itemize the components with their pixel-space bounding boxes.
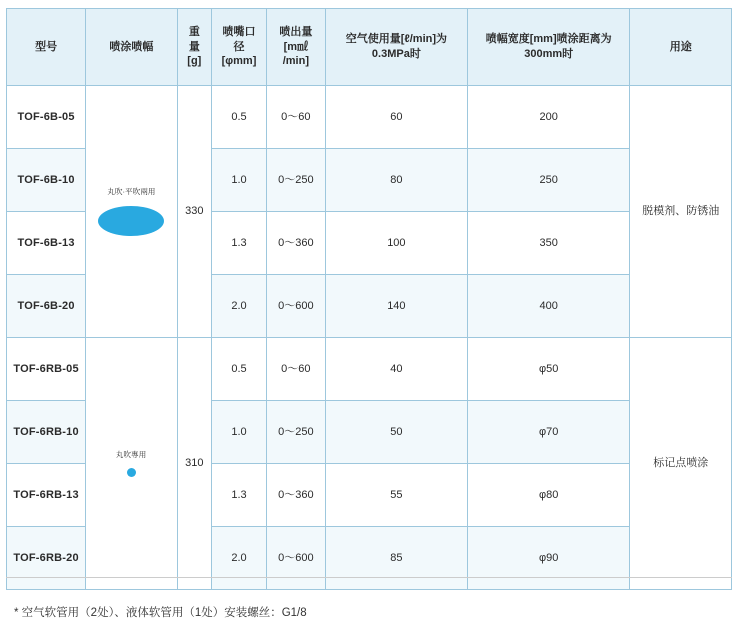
- cell-model: TOF-6RB-10: [7, 401, 86, 464]
- pattern-label: 丸吹·平吹兩用: [107, 187, 156, 196]
- header-weight-line-3: [g]: [187, 55, 202, 68]
- ellipse-pattern-icon: [98, 206, 164, 236]
- dot-pattern-icon: [127, 468, 136, 477]
- header-model: 型号: [7, 9, 86, 86]
- cell-nozzle-diameter: 1.3: [212, 464, 267, 527]
- header-flow-line-3: /min]: [282, 55, 309, 68]
- header-air-line-1: 空气使用量[ℓ/min]为: [345, 33, 448, 46]
- header-nozzle-line-1: 喷嘴口: [222, 25, 256, 38]
- footnote-text: * 空气软管用（2处）、液体软管用（1处）安装螺丝：G1/8: [14, 607, 307, 619]
- cell-air-consumption: 60: [325, 86, 467, 149]
- table-row: [7, 338, 732, 401]
- header-air-consumption: [325, 9, 467, 86]
- cell-spray-width: φ50: [467, 338, 629, 401]
- cell-nozzle-diameter: 0.5: [212, 86, 267, 149]
- cell-model: TOF-6B-20: [7, 275, 86, 338]
- cell-air-consumption: 100: [325, 212, 467, 275]
- cell-model: TOF-6B-05: [7, 86, 86, 149]
- cell-model: TOF-6B-13: [7, 212, 86, 275]
- cell-nozzle-diameter: 1.0: [212, 401, 267, 464]
- cell-weight: 310: [177, 338, 212, 590]
- cell-spray-pattern-illustration: [86, 338, 177, 590]
- header-nozzle-line-2: 径: [233, 40, 245, 53]
- bottom-divider: [6, 577, 732, 578]
- header-flow-line-2: [m㎖: [283, 40, 309, 53]
- cell-spray-width: 200: [467, 86, 629, 149]
- cell-discharge-rate: 0～60: [266, 338, 325, 401]
- cell-air-consumption: 40: [325, 338, 467, 401]
- table-header: [7, 9, 732, 86]
- cell-nozzle-diameter: 1.0: [212, 149, 267, 212]
- cell-model: TOF-6RB-05: [7, 338, 86, 401]
- pattern-label: 丸吹專用: [116, 449, 147, 459]
- table-row: [7, 86, 732, 149]
- header-air-line-2: 0.3MPa时: [371, 48, 421, 60]
- cell-discharge-rate: 0～250: [266, 401, 325, 464]
- cell-discharge-rate: 0～60: [266, 86, 325, 149]
- cell-air-consumption: 80: [325, 149, 467, 212]
- table-body: [7, 86, 732, 590]
- cell-nozzle-diameter: 2.0: [212, 527, 267, 590]
- cell-spray-width: φ70: [467, 401, 629, 464]
- header-width-line-2: 300mm时: [524, 48, 574, 60]
- header-spray-pattern: 喷涂喷幅: [86, 9, 177, 86]
- cell-nozzle-diameter: 0.5: [212, 338, 267, 401]
- cell-air-consumption: 50: [325, 401, 467, 464]
- cell-spray-width: φ80: [467, 464, 629, 527]
- cell-air-consumption: 140: [325, 275, 467, 338]
- cell-air-consumption: 55: [325, 464, 467, 527]
- header-use: 用途: [630, 9, 732, 86]
- cell-weight: 330: [177, 86, 212, 338]
- cell-nozzle-diameter: 1.3: [212, 212, 267, 275]
- cell-spray-width: 250: [467, 149, 629, 212]
- cell-discharge-rate: 0～360: [266, 464, 325, 527]
- cell-use: 脱模剂、防锈油: [630, 86, 732, 338]
- cell-spray-width: φ90: [467, 527, 629, 590]
- table-header-row: [7, 9, 732, 86]
- header-nozzle-line-3: [φmm]: [221, 55, 257, 68]
- cell-spray-width: 350: [467, 212, 629, 275]
- cell-discharge-rate: 0～600: [266, 275, 325, 338]
- cell-discharge-rate: 0～600: [266, 527, 325, 590]
- header-weight-line-1: 重: [188, 25, 200, 38]
- cell-use: 标记点喷涂: [630, 338, 732, 590]
- header-spray-width: [467, 9, 629, 86]
- cell-discharge-rate: 0～360: [266, 212, 325, 275]
- cell-model: TOF-6RB-13: [7, 464, 86, 527]
- header-weight: [177, 9, 212, 86]
- product-spec-table: [6, 8, 732, 590]
- cell-spray-pattern-illustration: [86, 86, 177, 338]
- cell-air-consumption: 85: [325, 527, 467, 590]
- cell-model: TOF-6RB-20: [7, 527, 86, 590]
- cell-spray-width: 400: [467, 275, 629, 338]
- header-discharge-rate: [266, 9, 325, 86]
- header-flow-line-1: 喷出量: [279, 25, 313, 38]
- header-weight-line-2: 量: [188, 40, 200, 53]
- cell-model: TOF-6B-10: [7, 149, 86, 212]
- header-nozzle-diameter: [212, 9, 267, 86]
- cell-discharge-rate: 0～250: [266, 149, 325, 212]
- header-width-line-1: 喷幅宽度[mm]喷涂距离为: [485, 33, 612, 46]
- cell-nozzle-diameter: 2.0: [212, 275, 267, 338]
